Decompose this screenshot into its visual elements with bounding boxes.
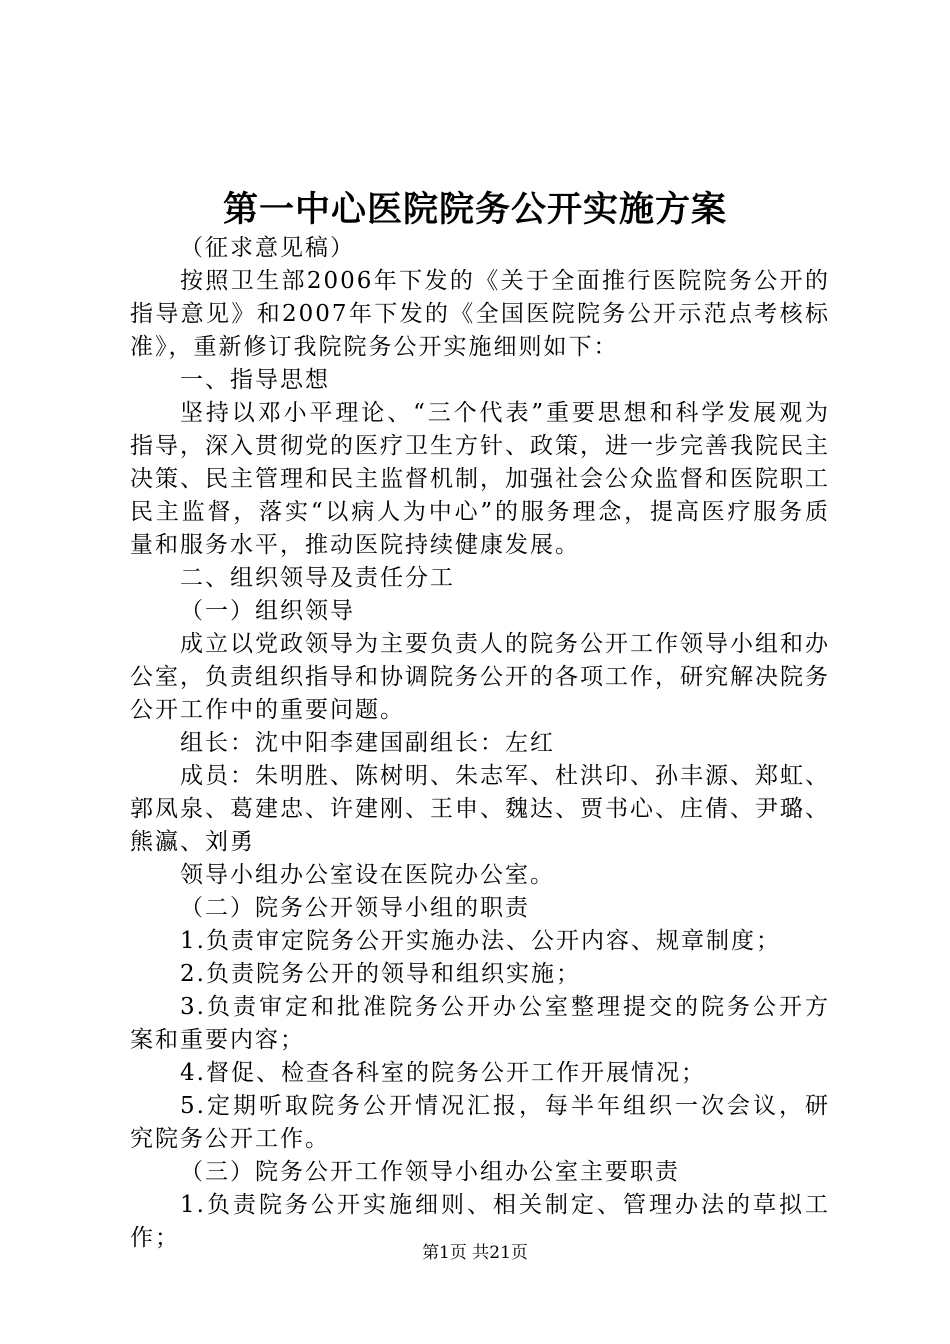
- document-title: 第一中心医院院务公开实施方案: [222, 189, 727, 230]
- draft-note: （征求意见稿）: [180, 235, 355, 261]
- intro-paragraph: 按照卫生部2006年下发的《关于全面推行医院院务公开的指导意见》和2007年下发的《全国医院院务公开示范点考核标准》，重新修订我院院务公开实施细则如下：: [130, 268, 830, 360]
- list-item: 1.负责院务公开实施细则、相关制定、管理办法的草拟工作；: [130, 1192, 830, 1251]
- list-item: 1.负责审定院务公开实施办法、公开内容、规章制度；: [180, 928, 781, 954]
- list-item: 5.定期听取院务公开情况汇报，每半年组织一次会议，研究院务公开工作。: [130, 1093, 830, 1152]
- subsection-heading-3: （三）院务公开工作领导小组办公室主要职责: [180, 1159, 680, 1185]
- subsection-heading-2: （二）院务公开领导小组的职责: [180, 895, 530, 921]
- office-line: 领导小组办公室设在医院办公室。: [180, 862, 555, 888]
- section-heading-2: 二、组织领导及责任分工: [180, 565, 455, 591]
- subsection-heading-1: （一）组织领导: [180, 598, 355, 624]
- organization-paragraph: 成立以党政领导为主要负责人的院务公开工作领导小组和办公室，负责组织指导和协调院务公开的各项工作，研究解决院务公开工作中的重要问题。: [130, 631, 830, 723]
- list-item: 2.负责院务公开的领导和组织实施；: [180, 961, 581, 987]
- page-footer: 第1页 共21页: [422, 1243, 528, 1263]
- guiding-thought-paragraph: 坚持以邓小平理论、“三个代表”重要思想和科学发展观为指导，深入贯彻党的医疗卫生方针、政策，进一步完善我院民主决策、民主管理和民主监督机制，加强社会公众监督和医院职工民主监督，落实“以病人为中心”的服务理念，提高医疗服务质量和服务水平，推动医院持续健康发展。: [130, 400, 830, 558]
- leader-line: 组长：沈中阳李建国副组长：左红: [180, 730, 555, 756]
- members-paragraph: 成员：朱明胜、陈树明、朱志军、杜洪印、孙丰源、郑虹、郭凤泉、葛建忠、许建刚、王申、魏达、贾书心、庄倩、尹璐、熊瀛、刘勇: [130, 763, 830, 855]
- section-heading-1: 一、指导思想: [180, 367, 330, 393]
- list-item: 4.督促、检查各科室的院务公开工作开展情况；: [180, 1060, 706, 1086]
- list-item: 3.负责审定和批准院务公开办公室整理提交的院务公开方案和重要内容；: [130, 994, 830, 1053]
- document-body: [130, 232, 830, 1255]
